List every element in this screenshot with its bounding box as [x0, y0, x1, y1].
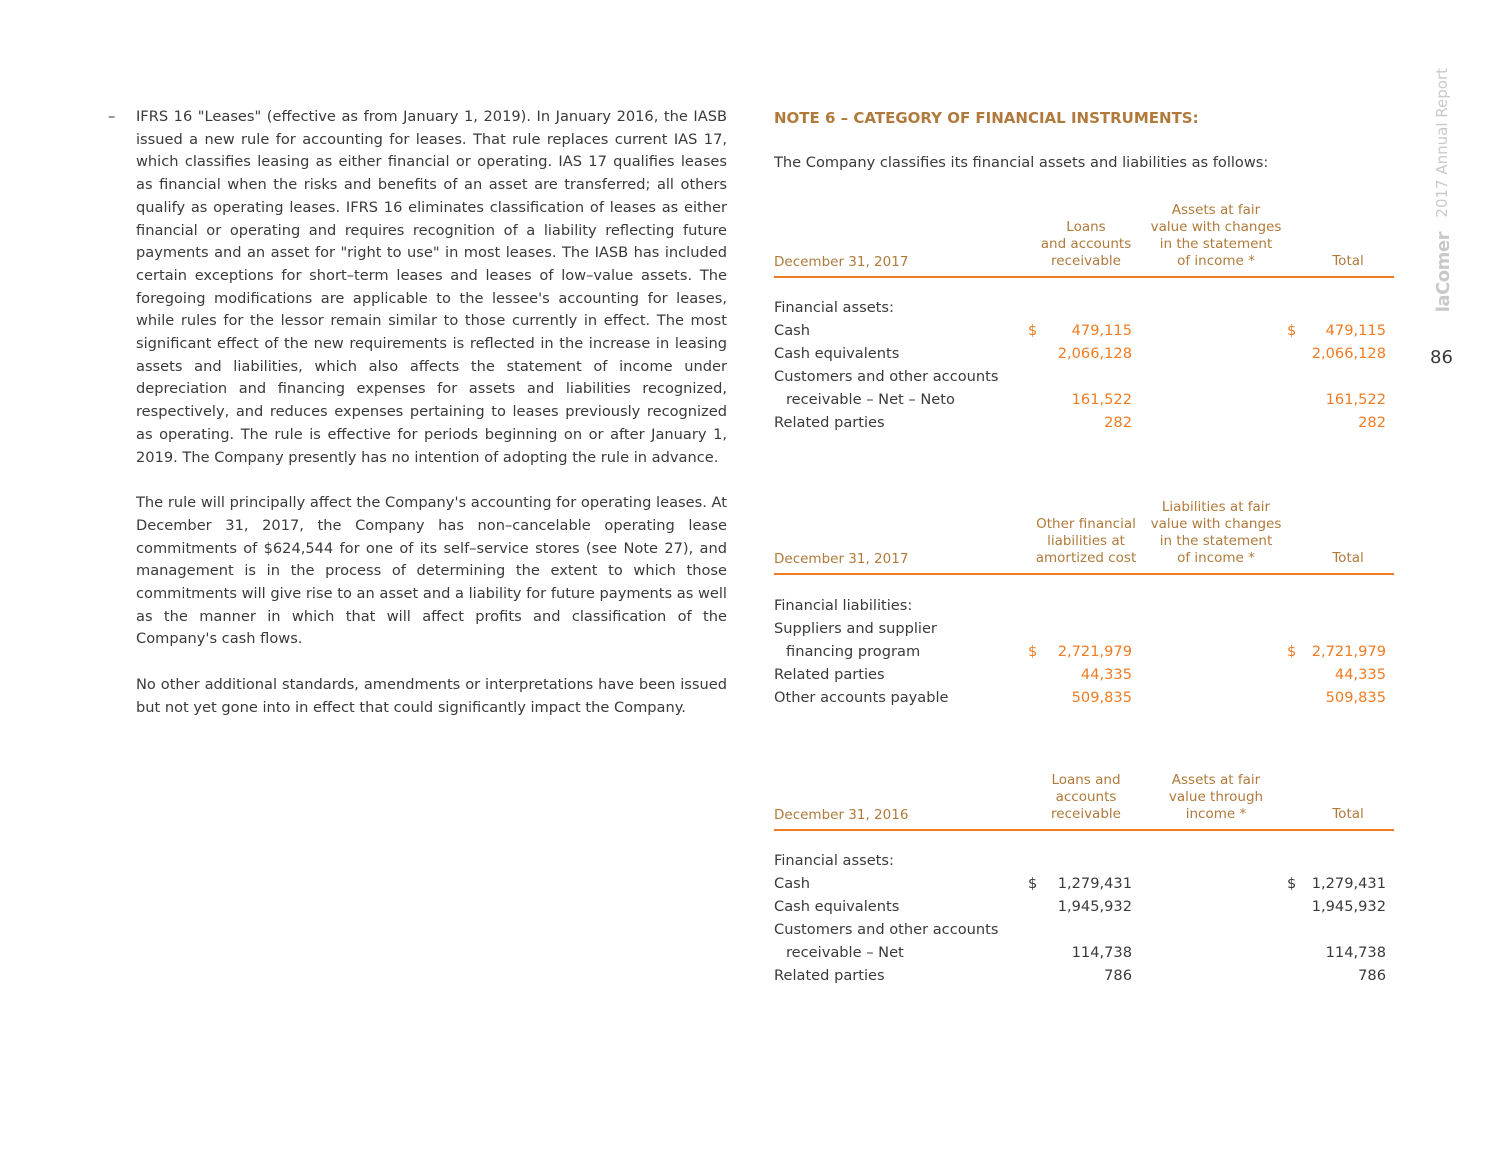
table-row: Related parties 282 282: [774, 414, 1386, 431]
column-header: Assets at fair value with changes in the statement of income *: [1150, 202, 1282, 269]
column-header: Total: [1332, 806, 1364, 822]
table-row: receivable – Net 114,738 114,738: [786, 944, 1386, 961]
table-row: Cash $ 1,279,431 $ 1,279,431: [774, 875, 1386, 892]
note-intro: The Company classifies its financial assets and liabilities as follows:: [774, 154, 1269, 171]
page-number: 86: [1430, 347, 1453, 368]
section-label: Financial liabilities:: [774, 597, 913, 614]
financial-assets-table-2016: [774, 768, 1394, 987]
section-label: Financial assets:: [774, 299, 894, 316]
table-row: Other accounts payable 509,835 509,835: [774, 689, 1386, 706]
table-row: Related parties 44,335 44,335: [774, 666, 1386, 683]
table-header: [774, 198, 1394, 278]
paragraph-ifrs16: IFRS 16 "Leases" (effective as from January 1, 2019). In January 2016, the IASB issued a new rule for accounting for leases. That rule replaces current IAS 17, which classifies leasing as either financial or operating. IAS 17 qualifies leases as financial when the risks and benefits of an asset are transferred; all others qualify as operating leases. IFRS 16 eliminates classification of leases as either financial or operating and requires recognition of a liability reflecting future payments and an asset for "right to use" in most leases. The IASB has included certain exceptions for short–term leases and leases of low–value assets. The foregoing modifications are applicable to the lessee's accounting for leases, while rules for the lessor remain similar to those currently in effect. The most significant effect of the new requirements is reflected in the increase in leasing assets and liabilities, which also affects the statement of income under depreciation and financing expenses for assets and liabilities recognized, respectively, and reduces expenses pertaining to leases previously recognized as operating. The rule is effective for periods beginning on or after January 1, 2019. The Company presently has no intention of adopting the rule in advance.: [136, 108, 727, 466]
paragraph-other-standards: No other additional standards, amendments or interpretations have been issued but not yet gone into in effect that could significantly impact the Company.: [136, 676, 727, 716]
note-header: [774, 106, 1394, 174]
body-text-column: [136, 106, 727, 743]
financial-liabilities-table-2017: [774, 495, 1394, 709]
column-header: Liabilities at fair value with changes in the statement of income *: [1150, 499, 1282, 566]
column-header: Loans and accounts receivable: [1040, 219, 1132, 269]
financial-assets-table-2017: [774, 198, 1394, 434]
table-row: Cash equivalents 1,945,932 1,945,932: [774, 898, 1386, 915]
table-header: [774, 495, 1394, 575]
column-header: Other financial liabilities at amortized cost: [1035, 516, 1137, 566]
brand-logo: laComer: [1433, 232, 1454, 313]
column-header: Total: [1332, 253, 1364, 269]
table-row: Suppliers and supplier: [774, 620, 937, 637]
annual-report-label: 2017 Annual Report: [1433, 68, 1451, 218]
column-header: Total: [1332, 550, 1364, 566]
table-row: Cash equivalents 2,066,128 2,066,128: [774, 345, 1386, 362]
note-title: NOTE 6 – CATEGORY OF FINANCIAL INSTRUMENTS:: [774, 109, 1199, 127]
table-row: Customers and other accounts: [774, 368, 999, 385]
table-row: Customers and other accounts: [774, 921, 999, 938]
table-row: receivable – Net – Neto 161,522 161,522: [786, 391, 1386, 408]
paragraph-operating-leases: The rule will principally affect the Company's accounting for operating leases. At December 31, 2017, the Company has non–cancelable operating lease commitments of $624,544 for one of its self–service stores (see Note 27), and management is in the process of determining the extent to which those commitments will give rise to an asset and a liability for future payments as well as the manner in which that will affect profits and classification of the Company's cash flows.: [136, 494, 727, 648]
column-header: Assets at fair value through income *: [1168, 772, 1264, 822]
table-header: [774, 768, 1394, 831]
table-date: December 31, 2017: [774, 254, 909, 270]
table-date: December 31, 2017: [774, 551, 909, 567]
table-row: financing program $ 2,721,979 $ 2,721,979: [786, 643, 1386, 660]
list-dash: –: [108, 108, 116, 125]
table-row: Cash $ 479,115 $ 479,115: [774, 322, 1386, 339]
section-label: Financial assets:: [774, 852, 894, 869]
table-row: Related parties 786 786: [774, 967, 1386, 984]
table-date: December 31, 2016: [774, 807, 909, 823]
column-header: Loans and accounts receivable: [1051, 772, 1121, 822]
